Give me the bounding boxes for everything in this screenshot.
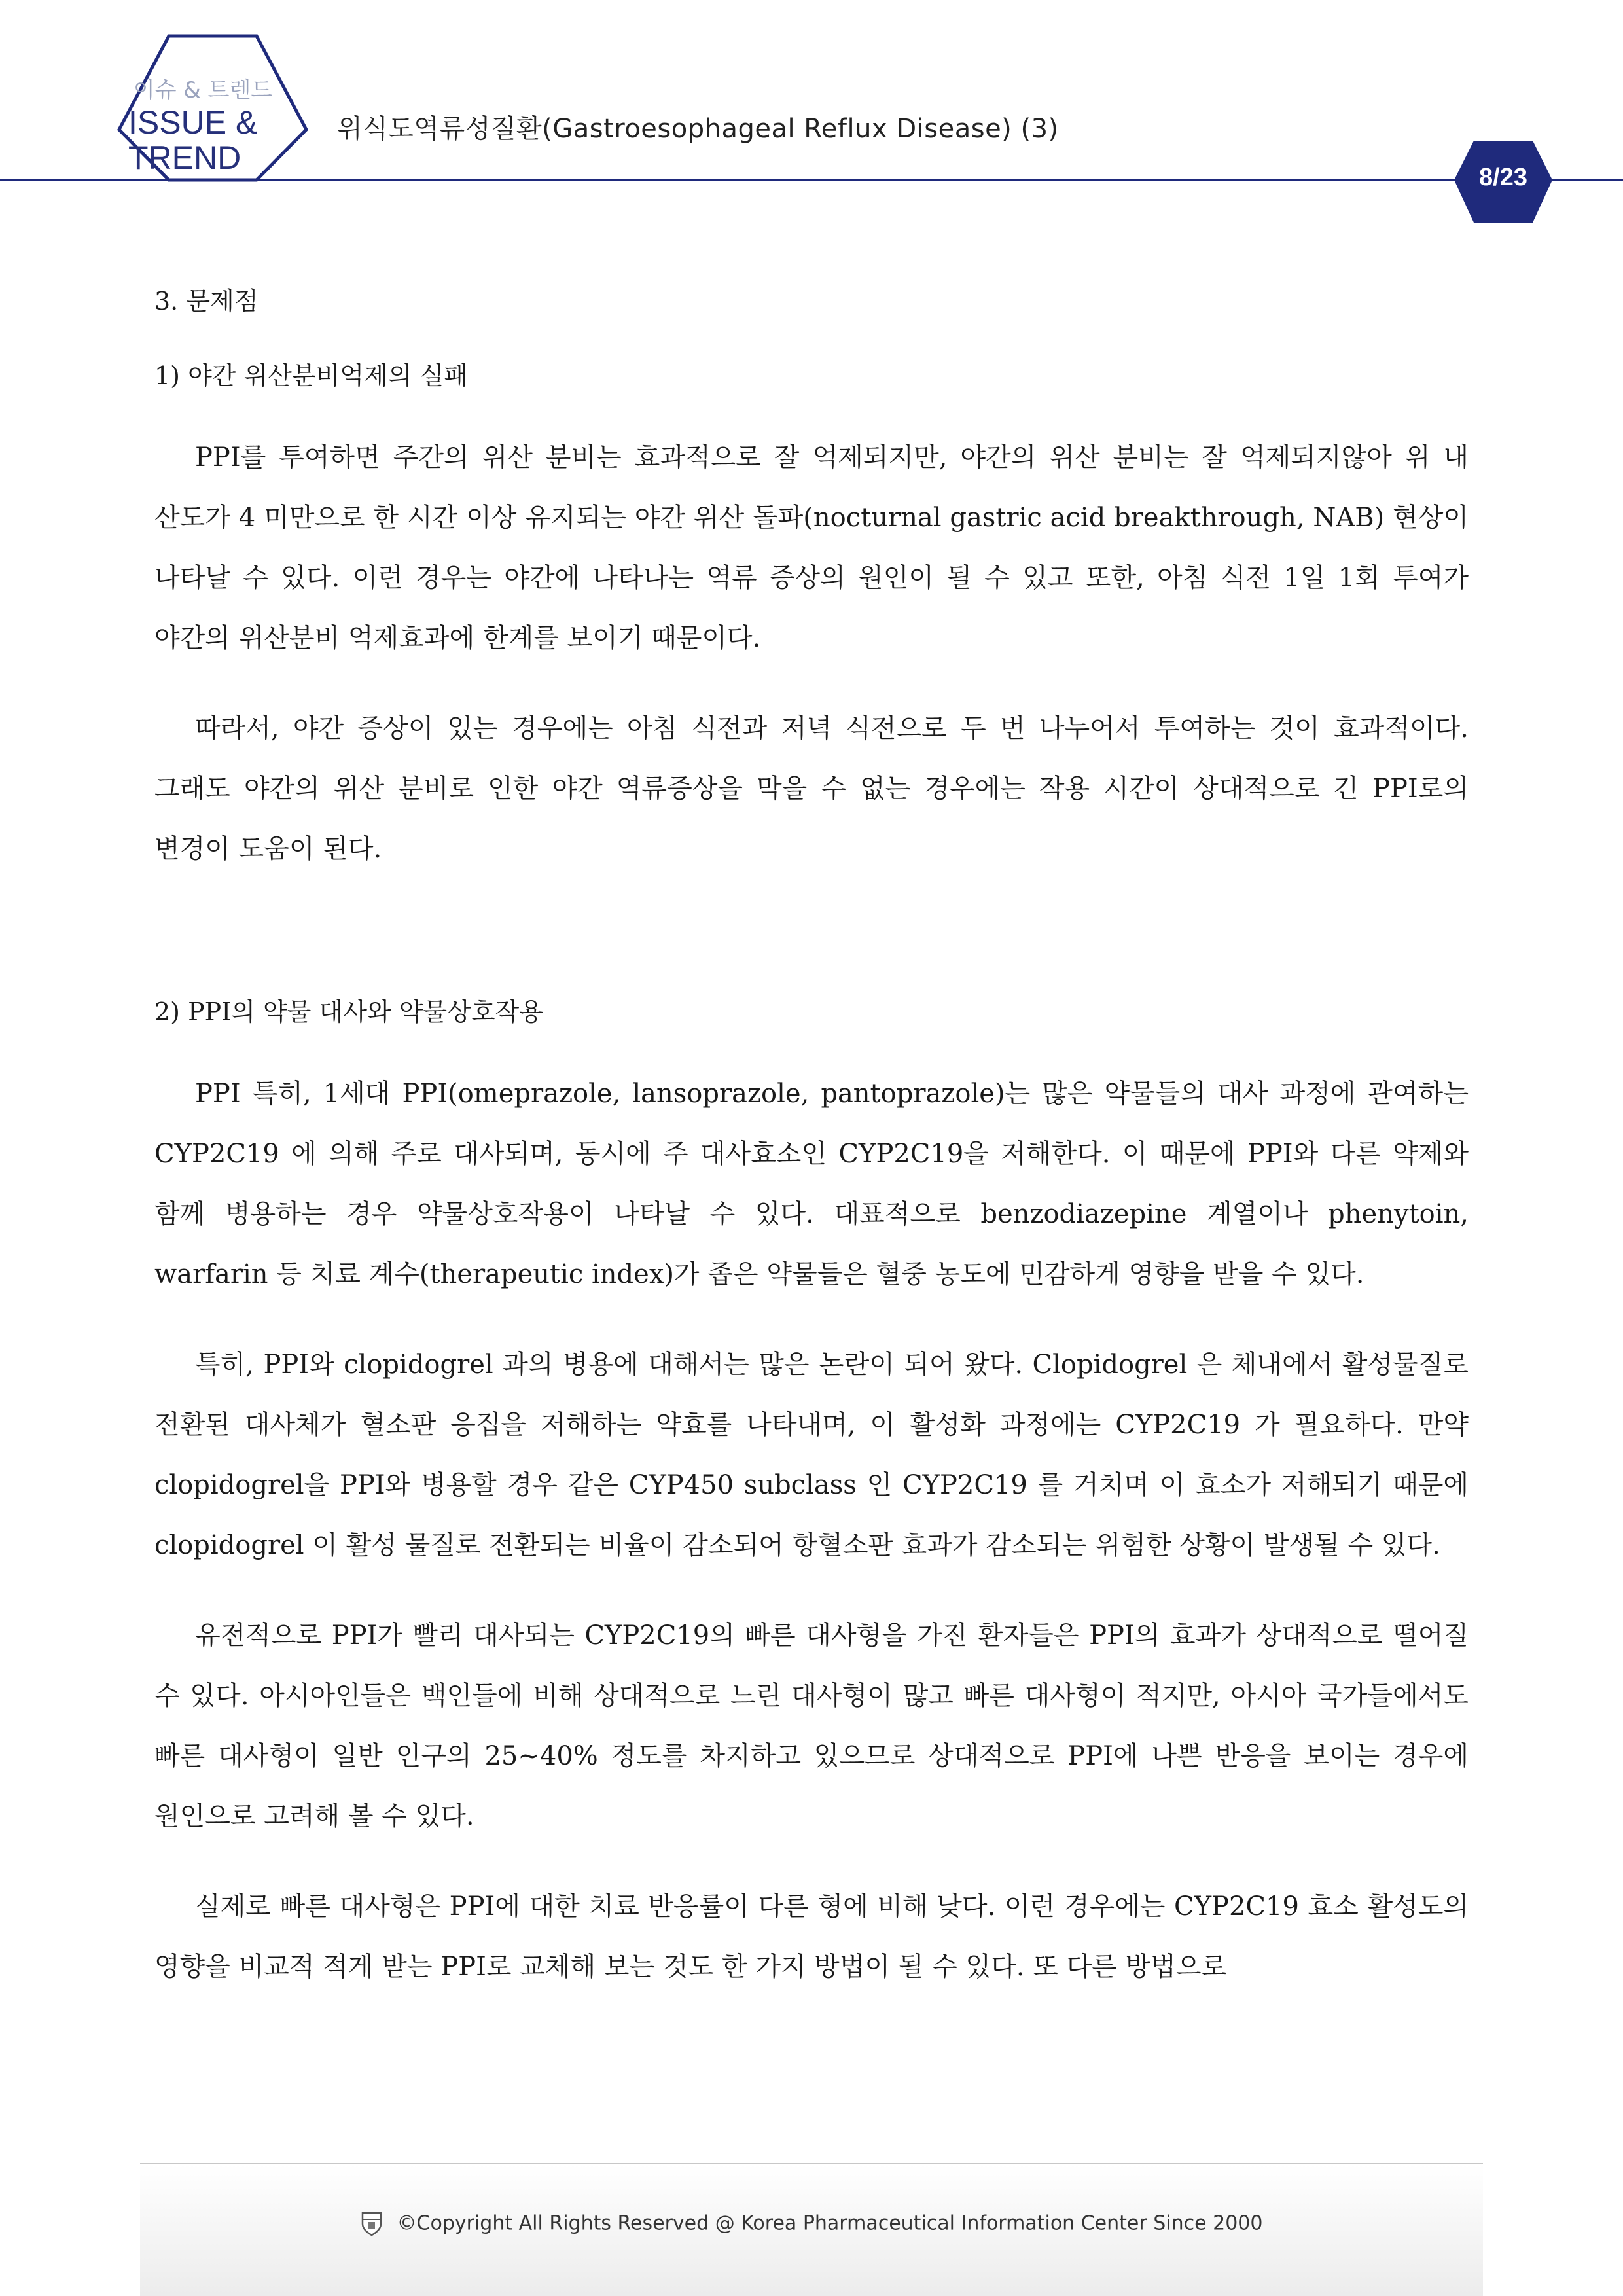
- paragraph: 특히, PPI와 clopidogrel 과의 병용에 대해서는 많은 논란이 되어 왔다. Clopidogrel 은 체내에서 활성물질로 전환된 대사체가 혈소판 응집을 저해하는 약효를 나타내며, 이 활성화 과정에는 CYP2C19 가 필요하다. 만약 clopidogrel을 PPI와 병용할 경우 같은 CYP450 subclass 인 CYP2C19 를 거치며 이 효소가 저해되기 때문에 clopidogrel 이 활성 물질로 전환되는 비율이 감소되어 항혈소판 효과가 감소되는 위험한 상황이 발생될 수 있다.: [154, 1350, 1469, 1560]
- paragraph: 따라서, 야간 증상이 있는 경우에는 아침 식전과 저녁 식전으로 두 번 나누어서 투여하는 것이 효과적이다. 그래도 야간의 위산 분비로 인한 야간 역류증상을 막을 수 없는 경우에는 작용 시간이 상대적으로 긴 PPI로의 변경이 도움이 된다.: [154, 713, 1469, 864]
- badge-title: [128, 105, 285, 175]
- article-body: [154, 278, 1469, 1997]
- footer: [0, 2211, 1623, 2237]
- shield-logo-icon: [361, 2211, 383, 2237]
- badge-subtitle: 이슈 & 트렌드: [133, 77, 273, 103]
- badge-line-2: TREND: [128, 139, 241, 176]
- paragraph: PPI를 투여하면 주간의 위산 분비는 효과적으로 잘 억제되지만, 야간의 위산 분비는 잘 억제되지않아 위 내 산도가 4 미만으로 한 시간 이상 유지되는 야간 위산 돌파(nocturnal gastric acid breakthrough, NAB) 현상이 나타날 수 있다. 이런 경우는 야간에 나타나는 역류 증상의 원인이 될 수 있고 또한, 아침 식전 1일 1회 투여가 야간의 위산분비 억제효과에 한계를 보이기 때문이다.: [154, 442, 1469, 653]
- section-heading: 3. 문제점: [154, 287, 259, 315]
- copyright-text: ©Copyright All Rights Reserved @ Korea Pharmaceutical Information Center Since 2000: [397, 2212, 1263, 2235]
- paragraph: PPI 특히, 1세대 PPI(omeprazole, lansoprazole, pantoprazole)는 많은 약물들의 대사 과정에 관여하는 CYP2C19 에 의해 주로 대사되며, 동시에 주 대사효소인 CYP2C19을 저해한다. 이 때문에 PPI와 다른 약제와 함께 병용하는 경우 약물상호작용이 나타날 수 있다. 대표적으로 benzodiazepine 계열이나 phenytoin, warfarin 등 치료 계수(therapeutic index)가 좁은 약물들은 혈중 농도에 민감하게 영향을 받을 수 있다.: [154, 1079, 1469, 1289]
- subsection-heading-1: 1) 야간 위산분비억제의 실패: [154, 361, 469, 390]
- document-title: 위식도역류성질환(Gastroesophageal Reflux Disease) (3): [337, 114, 1059, 144]
- paragraph: 실제로 빠른 대사형은 PPI에 대한 치료 반응률이 다른 형에 비해 낮다. 이런 경우에는 CYP2C19 효소 활성도의 영향을 비교적 적게 받는 PPI로 교체해 보는 것도 한 가지 방법이 될 수 있다. 또 다른 방법으로: [154, 1892, 1469, 1982]
- paragraph: 유전적으로 PPI가 빨리 대사되는 CYP2C19의 빠른 대사형을 가진 환자들은 PPI의 효과가 상대적으로 떨어질 수 있다. 아시아인들은 백인들에 비해 상대적으로 느린 대사형이 많고 빠른 대사형이 적지만, 아시아 국가들에서도 빠른 대사형이 일반 인구의 25~40% 정도를 차지하고 있으므로 상대적으로 PPI에 나쁜 반응을 보이는 경우에 원인으로 고려해 볼 수 있다.: [154, 1621, 1469, 1831]
- page-number: 8/23: [1479, 164, 1527, 191]
- badge-line-1: ISSUE &: [128, 104, 258, 141]
- subsection-heading-2: 2) PPI의 약물 대사와 약물상호작용: [154, 997, 543, 1026]
